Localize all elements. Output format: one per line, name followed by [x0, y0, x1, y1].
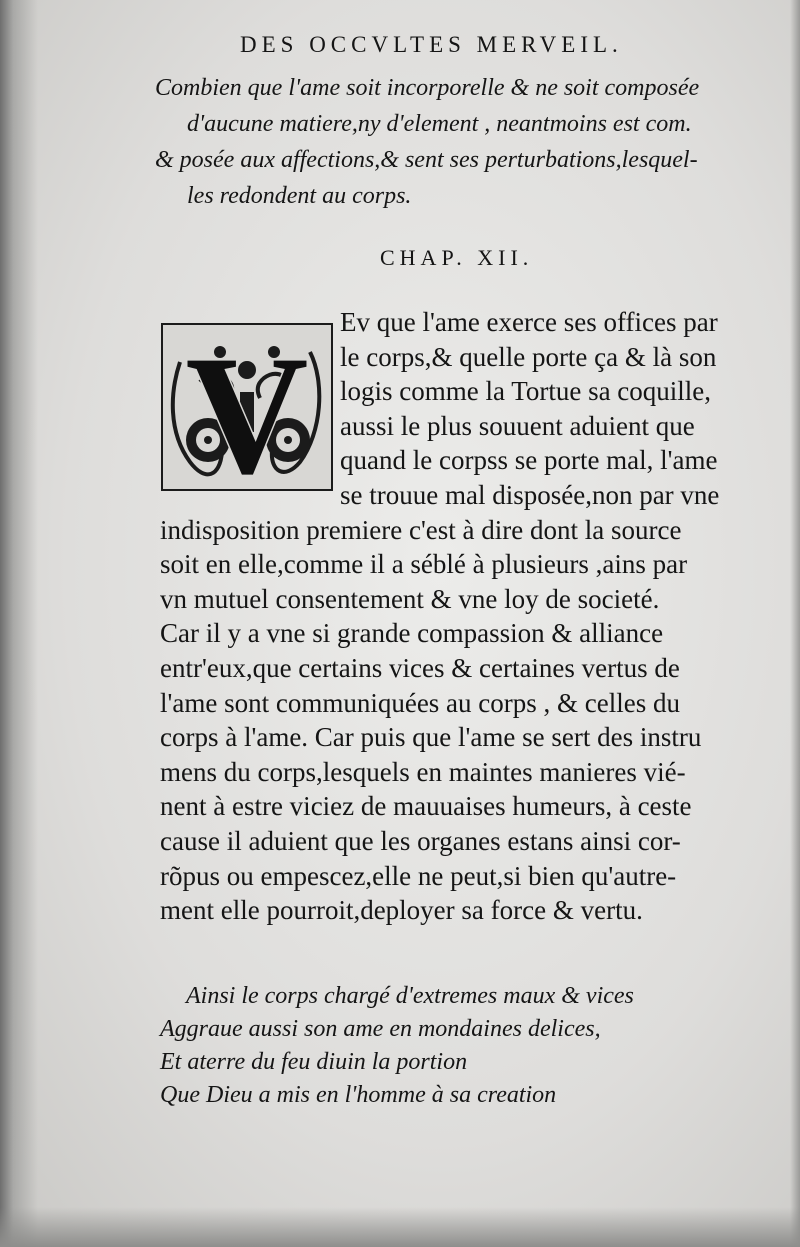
body-line: ment elle pourroit,deployer sa force & vertu.: [160, 895, 643, 926]
body-line: mens du corps,lesquels en maintes manieres vié-: [160, 756, 686, 787]
body-line: aussi le plus souuent aduient que: [340, 410, 695, 441]
body-line: Car il y a vne si grande compassion & alliance: [160, 618, 664, 649]
chapter-body: [160, 305, 780, 928]
body-line: nent à estre viciez de mauuaises humeurs, à ceste: [160, 791, 692, 822]
verse-line: Ainsi le corps chargé d'extremes maux & vices: [186, 983, 634, 1009]
body-line: vn mutuel consentement & vne loy de societé.: [160, 583, 660, 614]
body-line: entr'eux,que certains vices & certaines vertus de: [160, 652, 680, 683]
body-line: se trouue mal disposée,non par vne: [340, 479, 720, 510]
summary-line: les redondent au corps.: [187, 183, 412, 209]
running-head: DES OCCVLTES MERVEIL.: [240, 32, 623, 57]
initial-letter-glyph: V: [185, 322, 309, 492]
verse-line: Et aterre du feu diuin la portion: [160, 1049, 468, 1075]
body-line: corps à l'ame. Car puis que l'ame se sert des instru: [160, 722, 702, 753]
page-bottom-shadow: [0, 1207, 800, 1247]
page-gutter-shadow: [0, 0, 38, 1247]
chapter-heading: CHAP. XII.: [380, 245, 534, 270]
body-line: le corps,& quelle porte ça & là son: [340, 341, 717, 372]
body-line: Ev que l'ame exerce ses offices par: [340, 307, 718, 337]
body-line: soit en elle,comme il a séblé à plusieurs ,ains par: [160, 549, 688, 580]
body-line: cause il aduient que les organes estans ainsi cor-: [160, 825, 681, 856]
summary-line: Combien que l'ame soit incorporelle & ne soit composée: [155, 75, 700, 101]
body-line: indisposition premiere c'est à dire dont la source: [160, 514, 682, 545]
body-line: logis comme la Tortue sa coquille,: [340, 376, 712, 407]
body-line: l'ame sont communiquées au corps , & celles du: [160, 687, 680, 718]
chapter-summary: [155, 70, 795, 214]
summary-line: & posée aux affections,& sent ses perturbations,lesquel-: [155, 147, 698, 173]
closing-verse: [160, 980, 780, 1112]
verse-line: Que Dieu a mis en l'homme à sa creation: [160, 1082, 557, 1108]
summary-line: d'aucune matiere,ny d'element , neantmoins est com.: [187, 111, 692, 137]
body-line: rõpus ou empescez,elle ne peut,si bien qu'autre-: [160, 860, 677, 891]
verse-line: Aggraue aussi son ame en mondaines delices,: [160, 1016, 601, 1042]
body-line: quand le corpss se porte mal, l'ame: [340, 445, 718, 476]
